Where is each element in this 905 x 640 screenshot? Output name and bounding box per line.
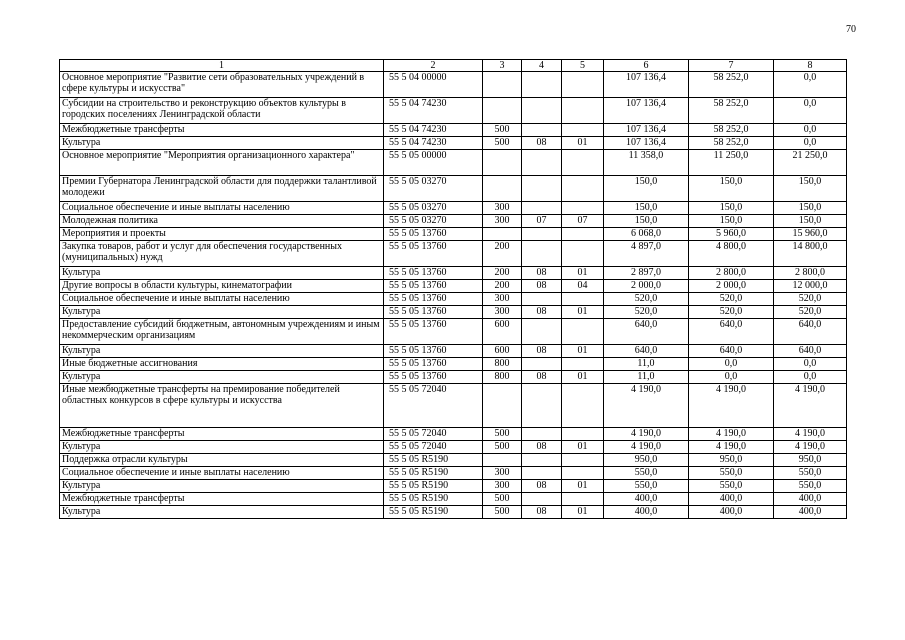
row-expense-type [483, 384, 522, 428]
row-name: Культура [60, 371, 384, 384]
row-expense-type: 500 [483, 137, 522, 150]
table-row [60, 137, 847, 150]
row-amount-col6: 6 068,0 [604, 228, 689, 241]
table-row [60, 176, 847, 202]
row-expense-type: 300 [483, 467, 522, 480]
row-subsection [562, 428, 604, 441]
row-expense-type: 500 [483, 124, 522, 137]
row-amount-col6: 150,0 [604, 215, 689, 228]
row-subsection [562, 150, 604, 176]
row-target-code: 55 5 05 13760 [384, 371, 483, 384]
table-row [60, 124, 847, 137]
row-target-code: 55 5 05 13760 [384, 345, 483, 358]
row-subsection [562, 493, 604, 506]
row-section [522, 293, 562, 306]
row-subsection [562, 176, 604, 202]
row-amount-col7: 4 800,0 [689, 241, 774, 267]
row-name: Основное мероприятие "Мероприятия организационного характера" [60, 150, 384, 176]
row-subsection [562, 319, 604, 345]
row-target-code: 55 5 05 03270 [384, 176, 483, 202]
row-section [522, 72, 562, 98]
row-name: Социальное обеспечение и иные выплаты населению [60, 202, 384, 215]
row-amount-col8: 520,0 [774, 293, 847, 306]
table-row [60, 150, 847, 176]
row-section [522, 150, 562, 176]
row-amount-col6: 520,0 [604, 306, 689, 319]
header-row [60, 60, 847, 72]
row-amount-col6: 107 136,4 [604, 72, 689, 98]
row-target-code: 55 5 05 03270 [384, 202, 483, 215]
row-expense-type: 500 [483, 506, 522, 519]
row-target-code: 55 5 05 03270 [384, 215, 483, 228]
row-expense-type: 300 [483, 215, 522, 228]
row-section: 08 [522, 306, 562, 319]
row-section: 08 [522, 371, 562, 384]
row-amount-col7: 550,0 [689, 480, 774, 493]
row-section: 08 [522, 480, 562, 493]
row-amount-col7: 2 800,0 [689, 267, 774, 280]
row-amount-col6: 107 136,4 [604, 98, 689, 124]
row-target-code: 55 5 05 R5190 [384, 480, 483, 493]
row-amount-col8: 0,0 [774, 358, 847, 371]
row-target-code: 55 5 04 74230 [384, 137, 483, 150]
row-amount-col8: 150,0 [774, 202, 847, 215]
row-amount-col7: 2 000,0 [689, 280, 774, 293]
row-amount-col8: 0,0 [774, 98, 847, 124]
row-subsection: 01 [562, 267, 604, 280]
row-amount-col8: 400,0 [774, 493, 847, 506]
row-amount-col6: 400,0 [604, 506, 689, 519]
row-section [522, 454, 562, 467]
row-name: Культура [60, 306, 384, 319]
row-amount-col8: 0,0 [774, 72, 847, 98]
row-name: Межбюджетные трансферты [60, 493, 384, 506]
row-section [522, 467, 562, 480]
row-name: Социальное обеспечение и иные выплаты населению [60, 293, 384, 306]
row-target-code: 55 5 04 00000 [384, 72, 483, 98]
row-amount-col6: 2 897,0 [604, 267, 689, 280]
row-expense-type: 500 [483, 441, 522, 454]
row-amount-col7: 58 252,0 [689, 72, 774, 98]
table-row [60, 480, 847, 493]
row-subsection: 04 [562, 280, 604, 293]
row-section [522, 319, 562, 345]
table-row [60, 384, 847, 428]
row-section: 07 [522, 215, 562, 228]
row-subsection: 01 [562, 306, 604, 319]
row-amount-col6: 11,0 [604, 358, 689, 371]
table-row [60, 428, 847, 441]
col-header-5: 5 [562, 60, 604, 72]
col-header-7: 7 [689, 60, 774, 72]
row-section: 08 [522, 137, 562, 150]
row-amount-col6: 640,0 [604, 345, 689, 358]
col-header-6: 6 [604, 60, 689, 72]
row-expense-type [483, 454, 522, 467]
row-amount-col8: 21 250,0 [774, 150, 847, 176]
row-target-code: 55 5 04 74230 [384, 98, 483, 124]
row-name: Предоставление субсидий бюджетным, автономным учреждениям и иным некоммерческим организациям [60, 319, 384, 345]
row-name: Социальное обеспечение и иные выплаты населению [60, 467, 384, 480]
row-section [522, 241, 562, 267]
row-target-code: 55 5 05 00000 [384, 150, 483, 176]
row-amount-col7: 400,0 [689, 506, 774, 519]
row-amount-col8: 12 000,0 [774, 280, 847, 293]
table-row [60, 306, 847, 319]
col-header-3: 3 [483, 60, 522, 72]
row-amount-col6: 11 358,0 [604, 150, 689, 176]
row-name: Культура [60, 267, 384, 280]
table-row [60, 280, 847, 293]
row-amount-col6: 4 190,0 [604, 441, 689, 454]
row-expense-type [483, 150, 522, 176]
table-row [60, 467, 847, 480]
row-subsection [562, 454, 604, 467]
row-expense-type: 300 [483, 202, 522, 215]
row-section: 08 [522, 280, 562, 293]
row-name: Культура [60, 480, 384, 493]
row-target-code: 55 5 05 13760 [384, 306, 483, 319]
row-subsection [562, 241, 604, 267]
row-amount-col6: 4 190,0 [604, 384, 689, 428]
row-expense-type [483, 72, 522, 98]
row-amount-col6: 2 000,0 [604, 280, 689, 293]
row-subsection [562, 228, 604, 241]
table-row [60, 241, 847, 267]
row-name: Субсидии на строительство и реконструкцию объектов культуры в городских поселениях Ленинградской области [60, 98, 384, 124]
row-amount-col7: 550,0 [689, 467, 774, 480]
table-row [60, 98, 847, 124]
row-subsection [562, 98, 604, 124]
row-amount-col7: 640,0 [689, 345, 774, 358]
row-amount-col8: 150,0 [774, 215, 847, 228]
row-section: 08 [522, 267, 562, 280]
row-target-code: 55 5 05 R5190 [384, 467, 483, 480]
row-expense-type: 300 [483, 293, 522, 306]
row-target-code: 55 5 05 72040 [384, 428, 483, 441]
row-subsection [562, 202, 604, 215]
row-expense-type: 200 [483, 280, 522, 293]
row-name: Межбюджетные трансферты [60, 124, 384, 137]
row-amount-col6: 4 190,0 [604, 428, 689, 441]
row-target-code: 55 5 05 13760 [384, 319, 483, 345]
row-amount-col8: 520,0 [774, 306, 847, 319]
row-amount-col8: 4 190,0 [774, 384, 847, 428]
row-name: Культура [60, 345, 384, 358]
table-row [60, 345, 847, 358]
row-amount-col8: 640,0 [774, 319, 847, 345]
row-amount-col6: 4 897,0 [604, 241, 689, 267]
row-expense-type: 200 [483, 267, 522, 280]
row-expense-type: 500 [483, 493, 522, 506]
row-amount-col7: 58 252,0 [689, 124, 774, 137]
table-row [60, 319, 847, 345]
row-amount-col8: 550,0 [774, 467, 847, 480]
row-amount-col8: 400,0 [774, 506, 847, 519]
row-name: Иные межбюджетные трансферты на премирование победителей областных конкурсов в сфере культуры и искусства [60, 384, 384, 428]
row-section [522, 384, 562, 428]
row-name: Молодежная политика [60, 215, 384, 228]
row-subsection: 01 [562, 137, 604, 150]
row-amount-col6: 640,0 [604, 319, 689, 345]
row-name: Премии Губернатора Ленинградской области для поддержки талантливой молодежи [60, 176, 384, 202]
row-amount-col8: 0,0 [774, 137, 847, 150]
table-row [60, 215, 847, 228]
row-amount-col6: 11,0 [604, 371, 689, 384]
table-row [60, 228, 847, 241]
row-target-code: 55 5 04 74230 [384, 124, 483, 137]
row-subsection: 01 [562, 345, 604, 358]
row-amount-col6: 550,0 [604, 480, 689, 493]
row-subsection [562, 467, 604, 480]
row-name: Другие вопросы в области культуры, кинематографии [60, 280, 384, 293]
row-subsection: 07 [562, 215, 604, 228]
row-section [522, 428, 562, 441]
row-subsection [562, 384, 604, 428]
row-amount-col6: 550,0 [604, 467, 689, 480]
row-target-code: 55 5 05 13760 [384, 293, 483, 306]
row-expense-type [483, 98, 522, 124]
table-row [60, 441, 847, 454]
row-target-code: 55 5 05 R5190 [384, 493, 483, 506]
col-header-1: 1 [60, 60, 384, 72]
row-amount-col7: 58 252,0 [689, 137, 774, 150]
row-amount-col7: 0,0 [689, 358, 774, 371]
row-name: Культура [60, 137, 384, 150]
row-amount-col6: 520,0 [604, 293, 689, 306]
budget-table [59, 59, 847, 519]
row-subsection [562, 358, 604, 371]
row-section [522, 176, 562, 202]
row-section [522, 493, 562, 506]
row-amount-col6: 107 136,4 [604, 137, 689, 150]
table-row [60, 267, 847, 280]
table-row [60, 371, 847, 384]
row-amount-col7: 4 190,0 [689, 441, 774, 454]
row-expense-type: 600 [483, 319, 522, 345]
row-target-code: 55 5 05 R5190 [384, 506, 483, 519]
col-header-8: 8 [774, 60, 847, 72]
row-amount-col7: 520,0 [689, 306, 774, 319]
row-target-code: 55 5 05 72040 [384, 384, 483, 428]
row-expense-type [483, 176, 522, 202]
row-section [522, 124, 562, 137]
row-expense-type [483, 228, 522, 241]
row-expense-type: 500 [483, 428, 522, 441]
row-amount-col8: 640,0 [774, 345, 847, 358]
row-name: Поддержка отрасли культуры [60, 454, 384, 467]
row-amount-col8: 950,0 [774, 454, 847, 467]
row-target-code: 55 5 05 R5190 [384, 454, 483, 467]
row-target-code: 55 5 05 13760 [384, 280, 483, 293]
row-section [522, 228, 562, 241]
row-expense-type: 600 [483, 345, 522, 358]
row-amount-col6: 150,0 [604, 202, 689, 215]
table-row [60, 293, 847, 306]
row-amount-col7: 950,0 [689, 454, 774, 467]
row-section [522, 358, 562, 371]
row-section [522, 98, 562, 124]
row-amount-col7: 5 960,0 [689, 228, 774, 241]
row-amount-col7: 150,0 [689, 215, 774, 228]
row-amount-col8: 2 800,0 [774, 267, 847, 280]
row-subsection: 01 [562, 441, 604, 454]
row-subsection [562, 293, 604, 306]
row-section: 08 [522, 441, 562, 454]
row-amount-col8: 150,0 [774, 176, 847, 202]
row-amount-col7: 0,0 [689, 371, 774, 384]
row-amount-col6: 107 136,4 [604, 124, 689, 137]
row-amount-col8: 14 800,0 [774, 241, 847, 267]
row-amount-col7: 640,0 [689, 319, 774, 345]
row-amount-col8: 15 960,0 [774, 228, 847, 241]
row-name: Культура [60, 506, 384, 519]
row-target-code: 55 5 05 13760 [384, 241, 483, 267]
row-subsection: 01 [562, 480, 604, 493]
row-amount-col7: 11 250,0 [689, 150, 774, 176]
table-row [60, 454, 847, 467]
row-name: Закупка товаров, работ и услуг для обеспечения государственных (муниципальных) нужд [60, 241, 384, 267]
table-row [60, 358, 847, 371]
row-amount-col7: 150,0 [689, 202, 774, 215]
row-name: Культура [60, 441, 384, 454]
table-row [60, 202, 847, 215]
row-amount-col6: 400,0 [604, 493, 689, 506]
row-target-code: 55 5 05 13760 [384, 267, 483, 280]
row-amount-col6: 950,0 [604, 454, 689, 467]
row-subsection: 01 [562, 371, 604, 384]
row-amount-col8: 4 190,0 [774, 428, 847, 441]
row-expense-type: 300 [483, 480, 522, 493]
row-amount-col7: 400,0 [689, 493, 774, 506]
table-row [60, 72, 847, 98]
row-expense-type: 200 [483, 241, 522, 267]
row-target-code: 55 5 05 72040 [384, 441, 483, 454]
row-name: Иные бюджетные ассигнования [60, 358, 384, 371]
row-amount-col8: 0,0 [774, 124, 847, 137]
page-number: 70 [846, 24, 856, 35]
row-amount-col6: 150,0 [604, 176, 689, 202]
row-amount-col7: 58 252,0 [689, 98, 774, 124]
row-expense-type: 800 [483, 358, 522, 371]
row-amount-col8: 550,0 [774, 480, 847, 493]
row-section: 08 [522, 506, 562, 519]
row-name: Мероприятия и проекты [60, 228, 384, 241]
row-expense-type: 300 [483, 306, 522, 319]
row-amount-col7: 4 190,0 [689, 428, 774, 441]
row-section [522, 202, 562, 215]
table-row [60, 493, 847, 506]
row-subsection [562, 124, 604, 137]
row-target-code: 55 5 05 13760 [384, 228, 483, 241]
row-expense-type: 800 [483, 371, 522, 384]
row-amount-col7: 150,0 [689, 176, 774, 202]
row-name: Межбюджетные трансферты [60, 428, 384, 441]
row-target-code: 55 5 05 13760 [384, 358, 483, 371]
row-subsection [562, 72, 604, 98]
row-amount-col8: 4 190,0 [774, 441, 847, 454]
row-subsection: 01 [562, 506, 604, 519]
row-amount-col7: 4 190,0 [689, 384, 774, 428]
row-amount-col8: 0,0 [774, 371, 847, 384]
col-header-4: 4 [522, 60, 562, 72]
row-section: 08 [522, 345, 562, 358]
row-name: Основное мероприятие "Развитие сети образовательных учреждений в сфере культуры и искусства" [60, 72, 384, 98]
table-row [60, 506, 847, 519]
row-amount-col7: 520,0 [689, 293, 774, 306]
col-header-2: 2 [384, 60, 483, 72]
